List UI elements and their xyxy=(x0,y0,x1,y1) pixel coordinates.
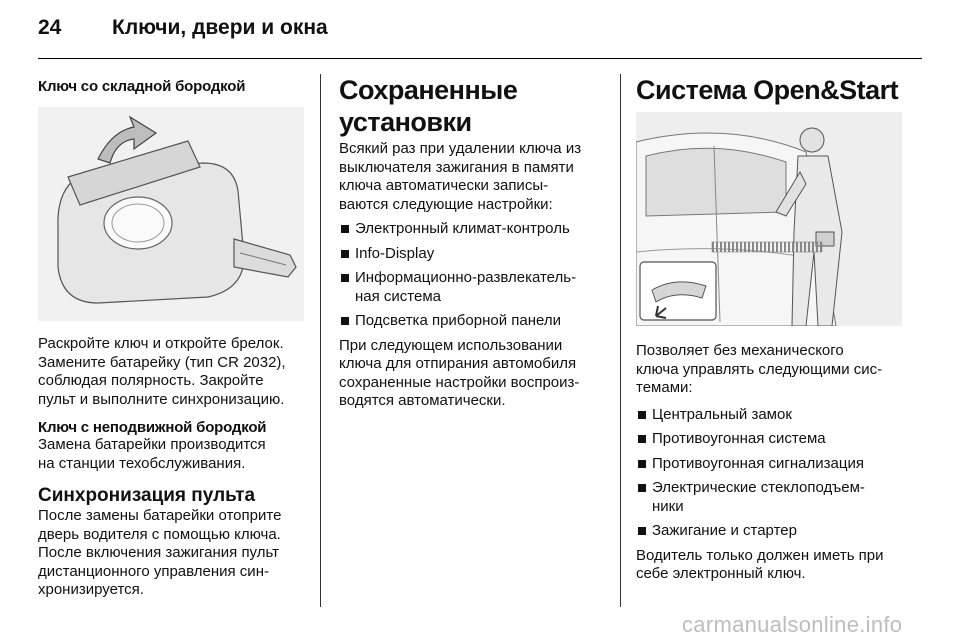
folding-key-instructions: Раскройте ключ и откройте брелок. Замените батарейку (тип CR 2032), соблюдая полярность. Закройте пульт и выполните синхронизацию. xyxy=(38,335,286,408)
list-item: Электрические стеклоподъем- ники xyxy=(636,479,921,516)
page-number: 24 xyxy=(38,16,62,39)
list-item: Противоугонная сигнализация xyxy=(636,455,921,474)
list-item: Информационно-развлекатель- ная система xyxy=(339,269,609,306)
fixed-key-subhead: Ключ с неподвижной бородкой xyxy=(38,419,267,436)
column-2 xyxy=(339,74,609,411)
header-rule xyxy=(38,58,922,59)
list-item: Зажигание и стартер xyxy=(636,522,921,541)
folding-key-subhead: Ключ со складной бородкой xyxy=(38,78,246,95)
column-1 xyxy=(38,74,310,600)
open-start-intro: Позволяет без механического ключа управлять следующими сис- темами: xyxy=(636,342,883,396)
open-start-outro: Водитель только должен иметь при себе электронный ключ. xyxy=(636,546,884,582)
saved-settings-heading: Сохраненные установки xyxy=(339,75,518,137)
list-item: Электронный климат-контроль xyxy=(339,220,609,239)
list-item: Центральный замок xyxy=(636,406,921,425)
saved-settings-intro: Всякий раз при удалении ключа из выключателя зажигания в памяти ключа автоматически записы- ваются следующие настройки: xyxy=(339,140,582,213)
open-start-heading: Система Open&Start xyxy=(636,75,899,105)
page-title: Ключи, двери и окна xyxy=(112,16,328,39)
fixed-key-text: Замена батарейки производится на станции техобслуживания. xyxy=(38,436,266,472)
list-item: Info-Display xyxy=(339,245,609,264)
folding-key-illustration xyxy=(38,107,304,321)
column-divider-2 xyxy=(620,74,621,607)
sync-text: После замены батарейки отоприте дверь водителя с помощью ключа. После включения зажигания пульт дистанционного управления син- хронизируется. xyxy=(38,507,282,598)
site-watermark: carmanualsonline.info xyxy=(682,612,903,637)
sync-heading: Синхронизация пульта xyxy=(38,485,256,506)
saved-settings-outro: При следующем использовании ключа для отпирания автомобиля сохраненные настройки воспроиз- водятся автоматически. xyxy=(339,336,580,409)
list-item: Противоугонная система xyxy=(636,430,921,449)
column-3 xyxy=(636,74,921,584)
list-item: Подсветка приборной панели xyxy=(339,312,609,331)
open-start-list xyxy=(636,406,921,541)
saved-settings-list xyxy=(339,220,609,331)
open-start-illustration xyxy=(636,112,902,326)
page-header xyxy=(38,16,328,46)
column-divider-1 xyxy=(320,74,321,607)
